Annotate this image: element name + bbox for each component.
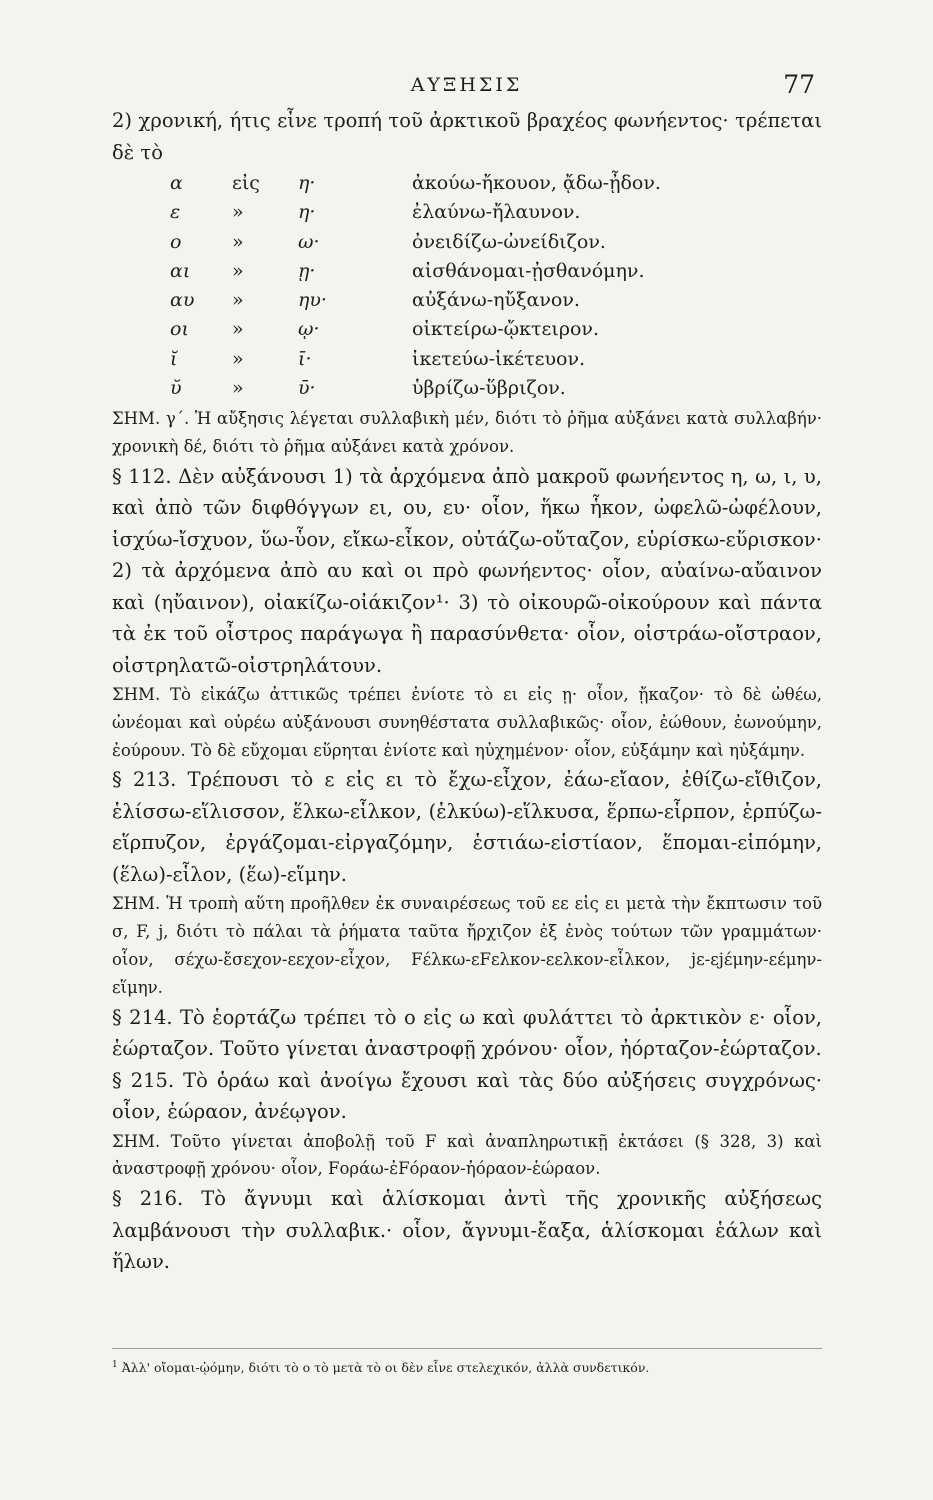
preposition: » bbox=[232, 259, 244, 282]
vowel-to: ηυ· bbox=[298, 289, 327, 312]
section-paragraph: § 215. Τὸ ὁράω καὶ ἀνοίγω ἔχουσι καὶ τὰς δύο αὐξήσεις συγχρόνως· οἷον, ἑώραον, ἀνέῳγον. bbox=[112, 1068, 822, 1124]
table-row bbox=[150, 375, 750, 404]
section-paragraph: § 214. Τὸ ἑορτάζω τρέπει τὸ ο εἰς ω καὶ φυλάττει τὸ ἀρκτικὸν ε· οἷον, ἑώρταζον. Τοῦτο γίνεται ἀναστροφῇ χρόνου· οἷον, ἠόρταζον-ἑώρταζον. bbox=[112, 1005, 822, 1061]
table-row bbox=[150, 346, 750, 375]
vowel-from: ῠ bbox=[170, 377, 182, 400]
table-row bbox=[150, 316, 750, 345]
note-paragraph: ΣΗΜ. Τοῦτο γίνεται ἀποβολῇ τοῦ F καὶ ἀναπληρωτικῇ ἐκτάσει (§ 328, 3) καὶ ἀναστροφῇ χρόνου· οἷον, Fοράω-ἐFόραον-ἠόραον-ἑώραον. bbox=[112, 1131, 822, 1179]
preposition: » bbox=[232, 347, 244, 370]
running-title: ΑΥΞΗΣΙΣ bbox=[410, 74, 523, 96]
example-verbs: αἰσθάνομαι-ᾐσθανόμην. bbox=[412, 259, 645, 282]
vowel-to: ω· bbox=[298, 230, 320, 253]
example-verbs: ἱκετεύω-ἱκέτευον. bbox=[412, 347, 586, 370]
example-verbs: ἐλαύνω-ἤλαυνον. bbox=[412, 201, 581, 224]
section-paragraph: § 112. Δὲν αὐξάνουσι 1) τὰ ἀρχόμενα ἀπὸ μακροῦ φωνήεντος η, ω, ι, υ, καὶ ἀπὸ τῶν διφθόγγων ει, ου, ευ· οἷον, ἥκω ἧκον, ὠφελῶ-ὠφέλουν, ἰσχύω-ἴσχυον, ὕω-ὗον, εἴκω-εἶκον, οὐτάζω-οὔταζον, εὑρίσκω-εὕρισκον· 2) τὰ ἀρχόμενα ἀπὸ αυ καὶ οι πρὸ φωνήεντος· οἷον, αὐαίνω-αὔαινον καὶ (ηὔαινον), οἰακίζω-οἰάκιζον¹· 3) τὸ οἰκουρῶ-οἰκούρουν καὶ πάντα τὰ ἐκ τοῦ οἶστρος παράγωγα ἢ παρασύνθετα· οἷον, οἰστράω-οἴστραον, οἰστρηλατῶ-οἰστρηλάτουν. bbox=[112, 464, 822, 677]
vowel-to: η· bbox=[298, 172, 316, 194]
preposition: » bbox=[232, 318, 244, 341]
section-paragraph: § 213. Τρέπουσι τὸ ε εἰς ει τὸ ἔχω-εἶχον, ἐάω-εἴαον, ἐθίζω-εἴθιζον, ἑλίσσω-εἵλισσον, ἕλκω-εἷλκον, (ἑλκύω)-εἵλκυσα, ἕρπω-εἷρπον, ἑρπύζω-εἵρπυζον, ἐργάζομαι-εἰργαζόμην, ἑστιάω-εἱστίαον, ἕπομαι-εἱπόμην, (ἕλω)-εἷλον, (ἕω)-εἵμην. bbox=[112, 768, 822, 886]
vowel-to: ῃ· bbox=[298, 259, 316, 282]
table-row bbox=[150, 229, 750, 258]
example-verbs: αὐξάνω-ηὔξανον. bbox=[412, 289, 580, 312]
vowel-from: ῐ bbox=[170, 347, 178, 370]
body-text bbox=[112, 405, 822, 1278]
vowel-from: ε bbox=[170, 201, 181, 224]
preposition: » bbox=[232, 377, 244, 400]
example-verbs: ὑβρίζω-ὕβριζον. bbox=[412, 377, 566, 400]
footnote-mark: 1 bbox=[112, 1360, 118, 1370]
intro-text: 2) χρονική, ήτις εἶνε τροπή τοῦ ἀρκτικοῦ βραχέος φωνήεντος· τρέπεται δὲ τὸ bbox=[112, 109, 822, 164]
vowel-from: οι bbox=[170, 318, 189, 341]
footnote bbox=[112, 1356, 822, 1377]
footnote-text: Ἀλλ' οἴομαι-ᾠόμην, διότι τὸ ο τὸ μετὰ τὸ οι δὲν εἶνε στελεχικόν, ἀλλὰ συνδετικόν. bbox=[121, 1360, 650, 1376]
example-verbs: οἰκτείρω-ᾤκτειρον. bbox=[412, 318, 600, 341]
note-paragraph: ΣΗΜ. γ΄. Ἡ αὔξησις λέγεται συλλαβικὴ μέν, διότι τὸ ῥῆμα αὐξάνει κατὰ συλλαβήν· χρονικὴ δέ, διότι τὸ ῥῆμα αὐξάνει κατὰ χρόνον. bbox=[112, 409, 822, 456]
intro-paragraph bbox=[112, 105, 822, 168]
vowel-to: ῳ· bbox=[298, 318, 320, 341]
augment-table bbox=[150, 170, 750, 404]
vowel-to: η· bbox=[298, 201, 316, 224]
vowel-from: ο bbox=[170, 230, 182, 253]
preposition: εἰς bbox=[232, 172, 260, 194]
footnote-divider bbox=[112, 1348, 822, 1349]
vowel-from: αι bbox=[170, 259, 191, 282]
table-row bbox=[150, 199, 750, 228]
preposition: » bbox=[232, 289, 244, 312]
vowel-from: αυ bbox=[170, 289, 195, 312]
example-verbs: ὀνειδίζω-ὠνείδιζον. bbox=[412, 230, 606, 253]
example-verbs: ἀκούω-ἤκουον, ᾄδω-ᾖδον. bbox=[412, 172, 661, 194]
section-paragraph: § 216. Τὸ ἄγνυμι καὶ ἁλίσκομαι ἀντὶ τῆς χρονικῆς αὐξήσεως λαμβάνουσι τὴν συλλαβικ.· οἷον, ἄγνυμι-ἔαξα, ἁλίσκομαι ἑάλων καὶ ἥλων. bbox=[112, 1187, 822, 1274]
vowel-to: ῑ· bbox=[298, 347, 312, 370]
vowel-from: α bbox=[170, 172, 183, 194]
vowel-to: ῡ· bbox=[298, 377, 316, 400]
table-row bbox=[150, 258, 750, 287]
preposition: » bbox=[232, 230, 244, 253]
preposition: » bbox=[232, 201, 244, 224]
note-paragraph: ΣΗΜ. Τὸ εἰκάζω ἀττικῶς τρέπει ἐνίοτε τὸ ει εἰς ῃ· οἷον, ᾔκαζον· τὸ δὲ ὠθέω, ὠνέομαι καὶ οὐρέω αὐξάνουσι συνηθέστατα συλλαβικῶς· οἷον, ἐώθουν, ἐωνούμην, ἐούρουν. Τὸ δὲ εὔχομαι εὕρηται ἐνίοτε καὶ ηὐχημένον· οἷον, εὐξάμην καὶ ηὐξάμην. bbox=[112, 685, 822, 760]
table-row bbox=[150, 170, 750, 199]
page-header bbox=[0, 70, 933, 104]
note-paragraph: ΣΗΜ. Ἡ τροπὴ αὕτη προῆλθεν ἐκ συναιρέσεως τοῦ εε εἰς ει μετὰ τὴν ἔκπτωσιν τοῦ σ, F, j, διότι τὸ πάλαι τὰ ῥήματα ταῦτα ἤρχιζον ἐξ ἑνὸς τούτων τῶν γραμμάτων· οἷον, σέχω-ἔσεχον-εεχον-εἶχον, Fέλκω-εFελκον-εελκον-εἷλκον, jε-εjέμην-εέμην-εἵμην. bbox=[112, 894, 822, 997]
page-number: 77 bbox=[783, 70, 815, 99]
table-row bbox=[150, 287, 750, 316]
